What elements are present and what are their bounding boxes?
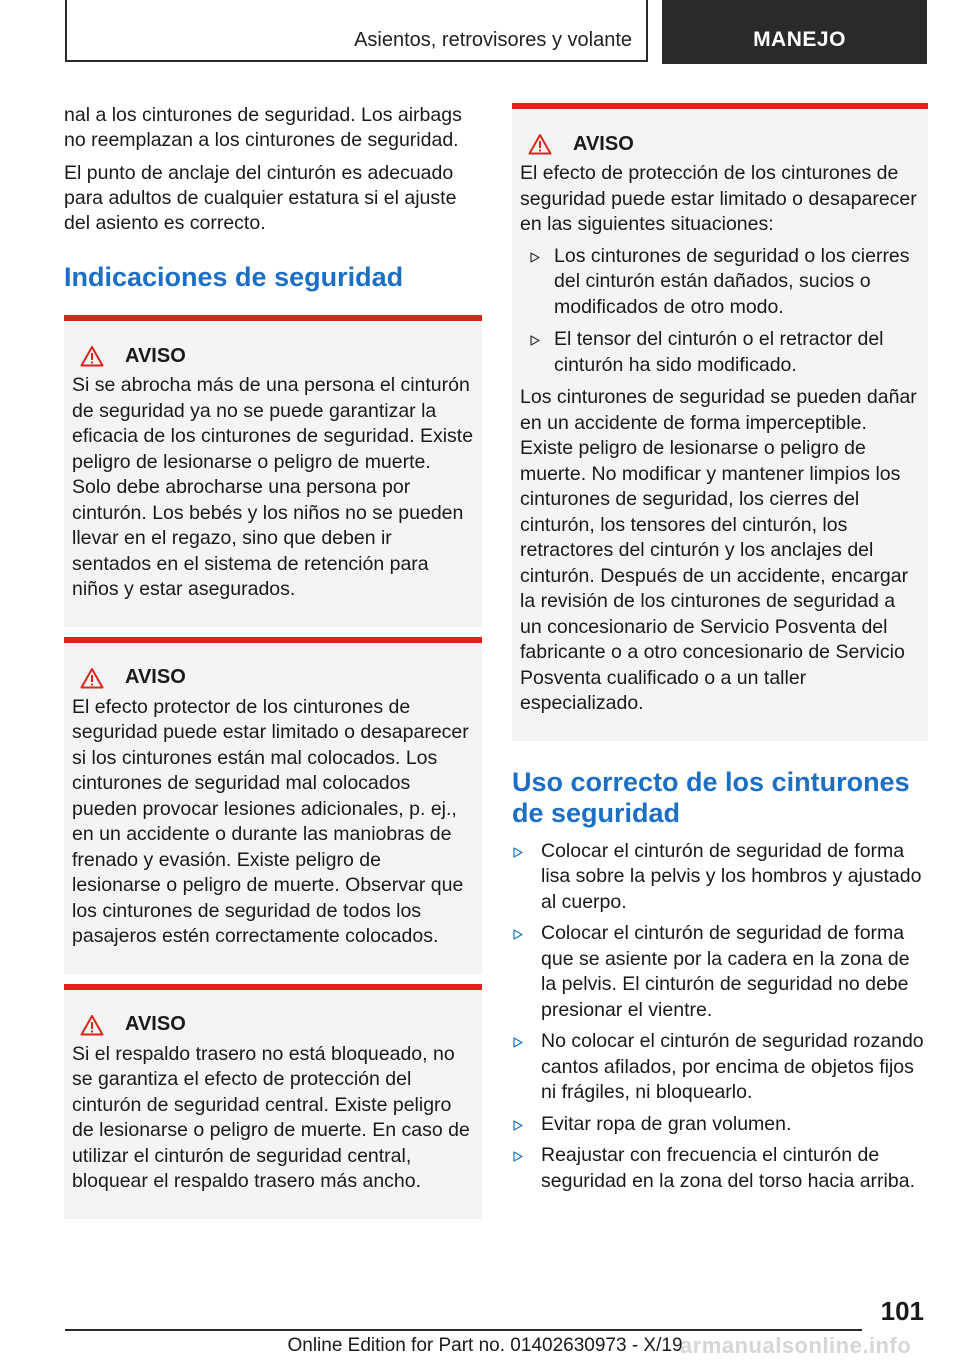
warning-box	[64, 315, 482, 627]
triangle-bullet-icon	[530, 252, 540, 263]
warning-triangle-icon	[80, 667, 104, 689]
warning-title: AVISO	[573, 132, 634, 155]
warning-text: Los cinturones de seguridad se pueden dañar en un accidente de forma imperceptible. Existe peligro de lesionarse o peligro de muerte. No modificar y mantener limpios los cinturones de seguridad, los cierres del cinturón, los tensores del cinturón, los retractores del cinturón y los anclajes del cinturón. Después de un accidente, encargar la revisión de los cinturones de seguridad a un concesionario de Servicio Posventa del fabricante o a otro concesionario de Servicio Posventa cualificado o a un taller especializado.	[520, 386, 917, 714]
warning-box	[64, 984, 482, 1219]
warning-title: AVISO	[125, 666, 186, 688]
right-column	[512, 103, 928, 1200]
list-item	[520, 327, 920, 378]
list-item	[520, 244, 920, 321]
list-item	[512, 1143, 928, 1194]
warning-header	[80, 665, 474, 691]
list-item-text: Colocar el cinturón de seguridad de forma que se asiente por la cadera en la zona de la pelvis. El cinturón de seguridad no debe presionar el vientre.	[541, 922, 910, 1021]
warning-text: Si el respaldo trasero no está bloqueado, no se garantiza el efecto de protección del cinturón de seguridad central. Existe peligro de lesionarse o peligro de muerte. En caso de utilizar el cinturón de seguridad central, bloquear el respaldo trasero más ancho.	[72, 1042, 470, 1192]
warning-header	[528, 131, 920, 157]
list-item-text: No colocar el cinturón de seguridad rozando cantos afilados, por encima de objetos fijos ni frágiles, ni bloquearlo.	[541, 1030, 924, 1103]
list-item-text: El tensor del cinturón o el retractor del cinturón ha sido modificado.	[554, 328, 884, 376]
section-heading: Indicaciones de seguridad	[64, 262, 404, 292]
left-column	[64, 103, 482, 1229]
warning-triangle-icon	[528, 133, 552, 155]
footer-watermark: armanualsonline.info	[680, 1333, 912, 1358]
warning-list	[520, 244, 920, 379]
warning-triangle-icon	[80, 1014, 104, 1036]
warning-title: AVISO	[125, 344, 186, 367]
warning-box	[512, 103, 928, 741]
triangle-bullet-icon	[513, 847, 523, 858]
list-item-text: Evitar ropa de gran volumen.	[541, 1112, 792, 1135]
footer-divider	[65, 1329, 862, 1331]
paragraph: nal a los cinturones de seguridad. Los airbags no reemplazan a los cinturones de seguridad.	[64, 104, 462, 151]
list-item	[512, 1029, 928, 1106]
list-item	[512, 839, 928, 916]
warning-text: El efecto protector de los cinturones de seguridad puede estar limitado o desaparecer si los cinturones están mal colocados. Los cinturones de seguridad mal colocados pueden provocar lesiones adicionales, p. ej., en un accidente o durante las maniobras de frenado y evasión. Existe peligro de lesionarse o peligro de muerte. Observar que los cinturones de seguridad de todos los pasajeros estén correctamente colocados.	[72, 695, 469, 947]
triangle-bullet-icon	[513, 1120, 523, 1131]
warning-triangle-icon	[80, 345, 104, 367]
triangle-bullet-icon	[530, 335, 540, 346]
warning-title: AVISO	[125, 1013, 186, 1035]
header-chapter-box	[662, 0, 927, 64]
section-heading: Uso correcto de los cinturones de seguridad	[512, 766, 910, 828]
list-item-text: Colocar el cinturón de seguridad de forma lisa sobre la pelvis y los hombros y ajustado al cuerpo.	[541, 839, 922, 913]
warning-text: Si se abrocha más de una persona el cinturón de seguridad ya no se puede garantizar la eficacia de los cinturones de seguridad. Existe peligro de lesionarse o peligro de muerte. Solo debe abrocharse una persona por cinturón. Los bebés y los niños no se pueden llevar en el regazo, sino que deben ir sentados en el sistema de retención para niños y estar asegurados.	[72, 374, 474, 600]
header-section-box	[65, 0, 648, 62]
list-item	[512, 921, 928, 1023]
triangle-bullet-icon	[513, 1037, 523, 1048]
page-header	[65, 0, 927, 64]
list-item-text: Los cinturones de seguridad o los cierres del cinturón están dañados, sucios o modificados de otro modo.	[554, 244, 910, 318]
page-number: 101	[880, 1296, 924, 1326]
header-section-title: Asientos, retrovisores y volante	[354, 29, 632, 51]
warning-header	[80, 343, 474, 369]
header-chapter-title: MANEJO	[753, 28, 846, 51]
list-item-text: Reajustar con frecuencia el cinturón de seguridad en la zona del torso hacia arriba.	[541, 1144, 915, 1192]
warning-box	[64, 637, 482, 974]
warning-header	[80, 1012, 474, 1038]
warning-text: El efecto de protección de los cinturones de seguridad puede estar limitado o desaparecer en las siguientes situaciones:	[520, 162, 917, 235]
list-item	[512, 1112, 928, 1138]
footer-edition: Online Edition for Part no. 01402630973 - X/19	[287, 1335, 683, 1356]
paragraph: El punto de anclaje del cinturón es adecuado para adultos de cualquier estatura si el ajuste del asiento es correcto.	[64, 162, 457, 234]
triangle-bullet-icon	[513, 929, 523, 940]
instruction-list	[512, 839, 928, 1195]
triangle-bullet-icon	[513, 1151, 523, 1162]
